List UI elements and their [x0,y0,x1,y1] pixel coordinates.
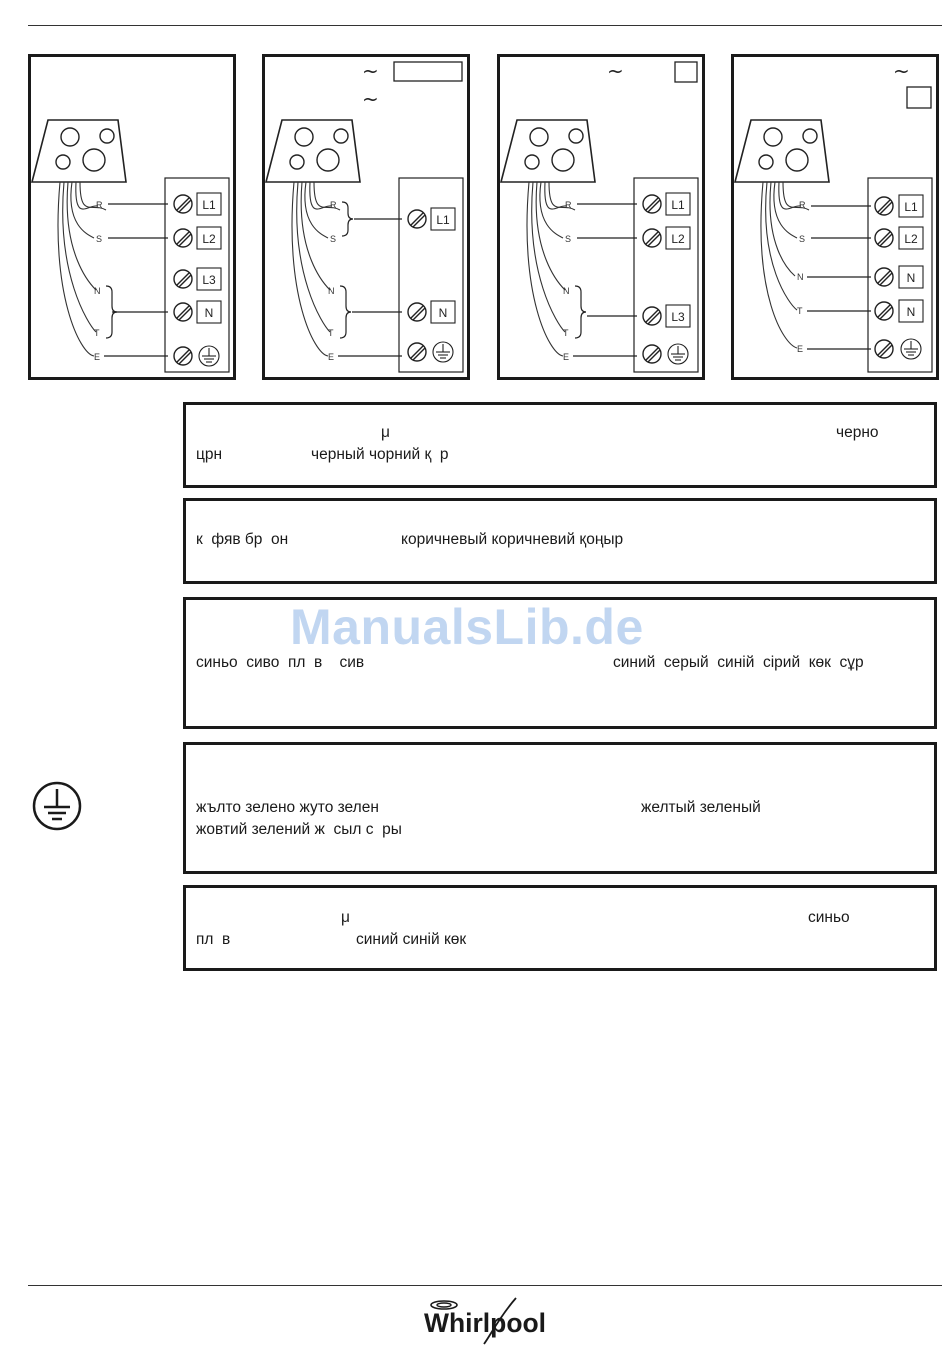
ac-supply-symbol: ~ [893,59,910,83]
terminal-label: L2 [202,232,216,246]
wire-label-t: T [563,328,569,338]
whirlpool-logo [420,1296,550,1346]
terminal-label: L1 [671,198,685,212]
ac-supply-symbol: ~ [362,87,379,111]
box-text: синий синій көк [356,931,467,948]
earth-ground-icon [32,780,82,837]
wire-label-s: S [799,234,806,244]
wire-label-n: N [328,286,335,296]
wiring-diagram-3 [497,54,705,380]
wire-label-e: E [797,344,804,354]
box-text: жовтий зелений ж сыл с ры [196,821,402,838]
box-text: μ [381,424,390,441]
wire-label-r: R [330,200,337,210]
terminal-label: N [204,306,214,320]
terminal-label: N [906,305,916,319]
box-text: черный чорний қ р [311,446,449,463]
top-rule [28,25,942,26]
wire-label-e: E [563,352,570,362]
box-text: жълто зелено жуто зелен [196,799,379,816]
terminal-label: L2 [904,232,918,246]
cooktop-icon [266,120,360,182]
wire-label-e: E [328,352,335,362]
wire-label-r: R [799,200,806,210]
wire-label-e: E [94,352,101,362]
terminal-label: L3 [202,273,216,287]
box-text: желтый зеленый [641,799,761,816]
wiring-diagram-4 [731,54,939,380]
box-text: црн [196,446,223,463]
box-text: синьо [808,909,850,926]
brand-wordmark: Whirlpool [424,1308,546,1338]
wire-color-box-black [183,402,937,488]
wire-label-n: N [94,286,101,296]
terminal-label: N [438,306,448,320]
terminal-label: L1 [202,198,216,212]
wire-color-box-blue [183,885,937,971]
bottom-rule [28,1285,942,1286]
wire-label-t: T [328,328,334,338]
wire-label-n: N [797,272,804,282]
wire-label-s: S [330,234,337,244]
terminal-screw-icon [408,210,426,361]
box-text: пл в [196,931,231,948]
terminal-label: L1 [904,200,918,214]
wire-color-box-brown [183,498,937,584]
box-text: синьо сиво пл в сив [196,654,365,671]
terminal-screw-icon [643,195,661,363]
box-text: к фяв бр он [196,531,289,548]
terminal-screw-icon [174,195,192,365]
cooktop-icon [735,120,829,182]
wiring-diagram-1 [28,54,236,380]
terminal-label: N [906,271,916,285]
watermark: ManualsLib.de [290,599,644,655]
terminal-label: L2 [671,232,685,246]
wiring-diagram-2 [262,54,470,380]
box-text: μ [341,909,350,926]
box-text: коричневый коричневий қоңыр [401,531,624,548]
wire-color-box-yellow-green [183,742,937,874]
ac-supply-symbol: ~ [607,59,624,83]
terminal-screw-icon [875,197,893,358]
cooktop-icon [32,120,126,182]
cooktop-icon [501,120,595,182]
wire-label-t: T [94,328,100,338]
wire-label-r: R [565,200,572,210]
wire-label-s: S [565,234,572,244]
terminal-label: L1 [436,213,450,227]
terminal-label: L3 [671,310,685,324]
wire-label-n: N [563,286,570,296]
wire-label-s: S [96,234,103,244]
box-text: черно [836,424,879,441]
ac-supply-symbol: ~ [362,59,379,83]
wire-label-t: T [797,306,803,316]
box-text: синий серый синій сірий көк сұр [613,654,864,671]
wire-label-r: R [96,200,103,210]
